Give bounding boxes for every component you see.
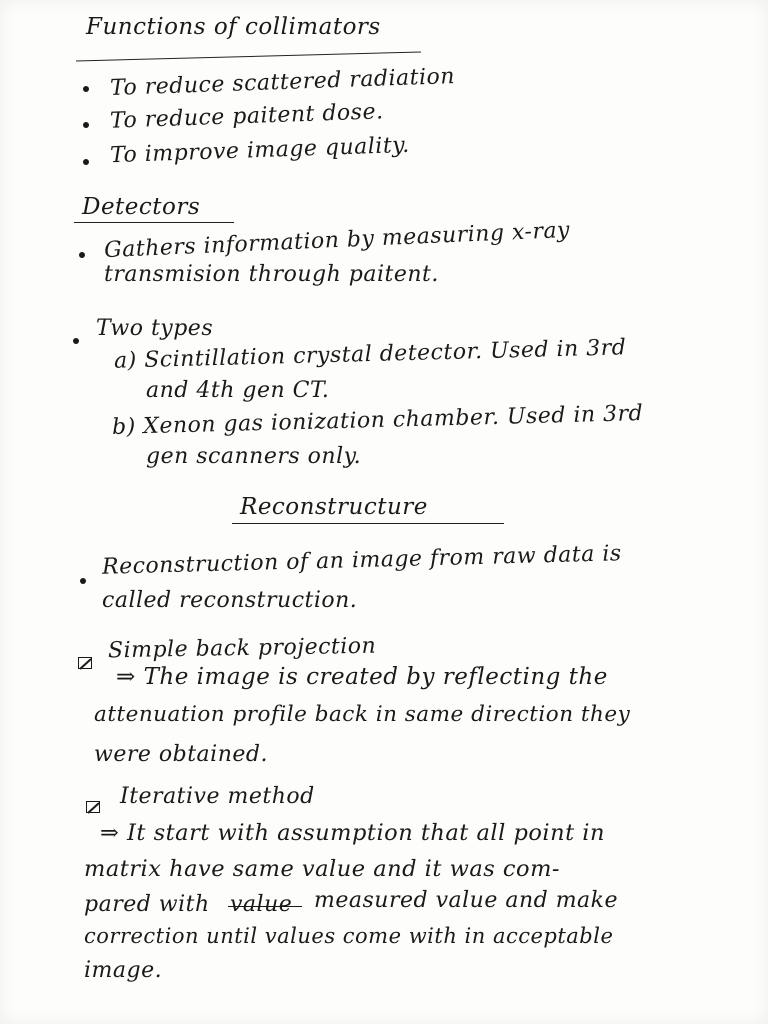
iterative-line-3-start: pared with	[84, 892, 210, 917]
iterative-line-1: ⇒ It start with assumption that all point in	[100, 820, 605, 846]
detector-type-b-line-1: b) Xenon gas ionization chamber. Used in 3rd	[111, 401, 644, 440]
bullet-dot	[83, 86, 89, 92]
detector-type-a-line-1: a) Scintillation crystal detector. Used in 3rd	[113, 335, 627, 374]
detectors-heading: Detectors	[82, 194, 201, 220]
detector-type-b-line-2: gen scanners only.	[146, 444, 362, 469]
reconstruction-definition-line-1: Reconstruction of an image from raw data is	[101, 541, 622, 580]
iterative-method-heading: Iterative method	[120, 784, 315, 809]
bullet-dot	[79, 252, 85, 258]
iterative-line-3-struck-word: value	[230, 892, 293, 917]
collimator-item-3: To improve image quality.	[109, 132, 411, 169]
iterative-line-2: matrix have same value and it was com-	[84, 856, 561, 882]
sbp-line-3: were obtained.	[94, 742, 268, 767]
sbp-line-1: ⇒ The image is created by reflecting the	[116, 664, 608, 690]
detectors-heading-underline	[74, 222, 234, 223]
bullet-dot	[80, 578, 86, 584]
detectors-two-types: Two types	[96, 316, 214, 341]
collimators-heading: Functions of collimators	[86, 14, 381, 40]
detectors-gathers-line-2: transmision through paitent.	[104, 262, 439, 287]
iterative-line-4: correction until values come with in acceptable	[84, 924, 614, 948]
checkbox-icon	[78, 657, 92, 669]
reconstructure-heading: Reconstructure	[240, 494, 428, 520]
collimator-item-2: To reduce paitent dose.	[109, 99, 384, 134]
detector-type-a-line-2: and 4th gen CT.	[146, 378, 330, 403]
bullet-dot	[83, 159, 89, 165]
simple-back-projection-heading: Simple back projection	[107, 633, 377, 664]
sbp-line-2: attenuation profile back in same direction they	[94, 702, 631, 727]
checkbox-icon	[86, 801, 100, 813]
strikethrough-mark	[228, 906, 302, 907]
bullet-dot	[73, 338, 79, 344]
iterative-line-5: image.	[84, 958, 163, 983]
bullet-dot	[83, 122, 89, 128]
reconstruction-definition-line-2: called reconstruction.	[102, 588, 358, 613]
collimator-item-1: To reduce scattered radiation	[109, 63, 456, 102]
iterative-line-3-rest: measured value and make	[314, 888, 619, 913]
detectors-gathers-line-1: Gathers information by measuring x-ray	[103, 217, 571, 264]
reconstructure-heading-underline	[232, 523, 504, 524]
collimators-heading-underline	[76, 51, 421, 61]
